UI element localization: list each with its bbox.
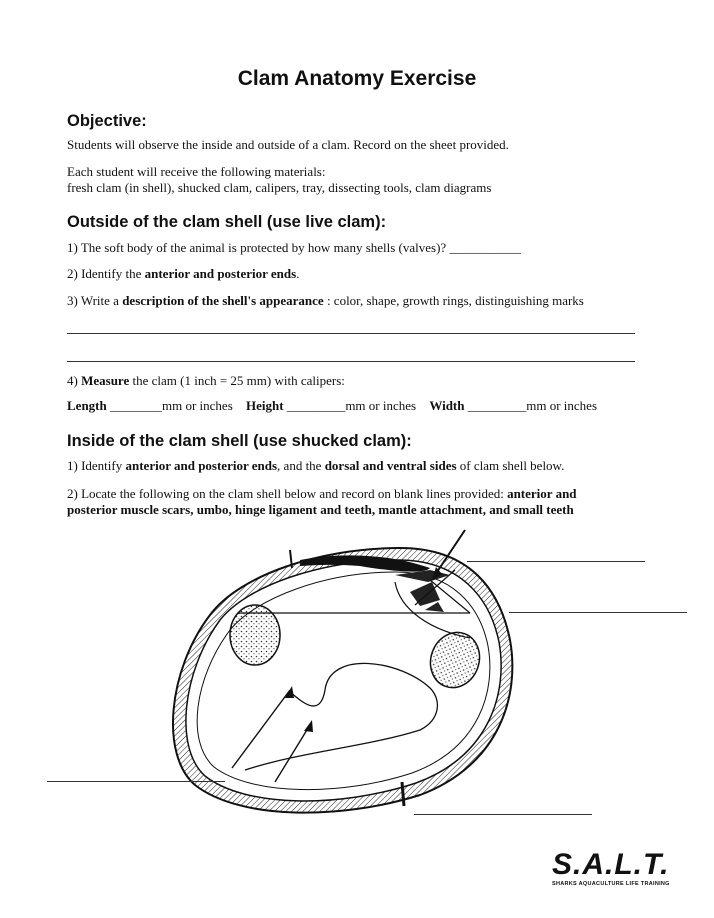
diagram-blank-2[interactable]	[509, 612, 687, 613]
outside-heading: Outside of the clam shell (use live clam):	[67, 213, 387, 231]
length-label: Length	[67, 398, 107, 413]
logo-main-text: S.A.L.T.	[552, 848, 670, 881]
objective-line-1: Students will observe the inside and outside of a clam. Record on the sheet provided.	[67, 137, 509, 152]
salt-logo	[552, 850, 682, 890]
anterior-muscle-scar	[230, 605, 280, 665]
width-label: Width	[429, 398, 465, 413]
height-blank[interactable]: _________mm or inches	[283, 398, 417, 413]
height-label: Height	[246, 398, 284, 413]
objective-line-3: fresh clam (in shell), shucked clam, calipers, tray, dissecting tools, clam diagrams	[67, 180, 492, 195]
measurement-row	[67, 398, 597, 414]
objective-line-2: Each student will receive the following materials:	[67, 164, 326, 179]
answer-line-2[interactable]	[67, 361, 635, 362]
logo-subtitle: SHARKS AQUACULTURE LIFE TRAINING	[552, 881, 670, 887]
objective-heading: Objective:	[67, 112, 147, 130]
page-title: Clam Anatomy Exercise	[237, 67, 477, 90]
outside-question-4: 4) Measure the clam (1 inch = 25 mm) with calipers:	[67, 373, 345, 388]
inside-question-2: 2) Locate the following on the clam shell below and record on blank lines provided: anterior and	[67, 486, 577, 501]
length-blank[interactable]: ________mm or inches	[106, 398, 233, 413]
outside-question-3: 3) Write a description of the shell's appearance : color, shape, growth rings, distinguishing marks	[67, 293, 584, 308]
diagram-blank-1[interactable]	[467, 561, 645, 562]
diagram-blank-3[interactable]	[47, 781, 225, 782]
diagram-blank-4[interactable]	[414, 814, 592, 815]
inside-question-1: 1) Identify anterior and posterior ends, and the dorsal and ventral sides of clam shell below.	[67, 458, 565, 473]
clam-shell-diagram	[0, 520, 714, 830]
width-blank[interactable]: _________mm or inches	[464, 398, 598, 413]
outside-question-1: 1) The soft body of the animal is protected by how many shells (valves)? ___________	[67, 240, 521, 255]
answer-line-1[interactable]	[67, 333, 635, 334]
inside-heading: Inside of the clam shell (use shucked clam):	[67, 432, 412, 450]
inside-question-2-cont: posterior muscle scars, umbo, hinge ligament and teeth, mantle attachment, and small teeth	[67, 502, 574, 517]
outside-question-2: 2) Identify the anterior and posterior ends.	[67, 266, 300, 281]
